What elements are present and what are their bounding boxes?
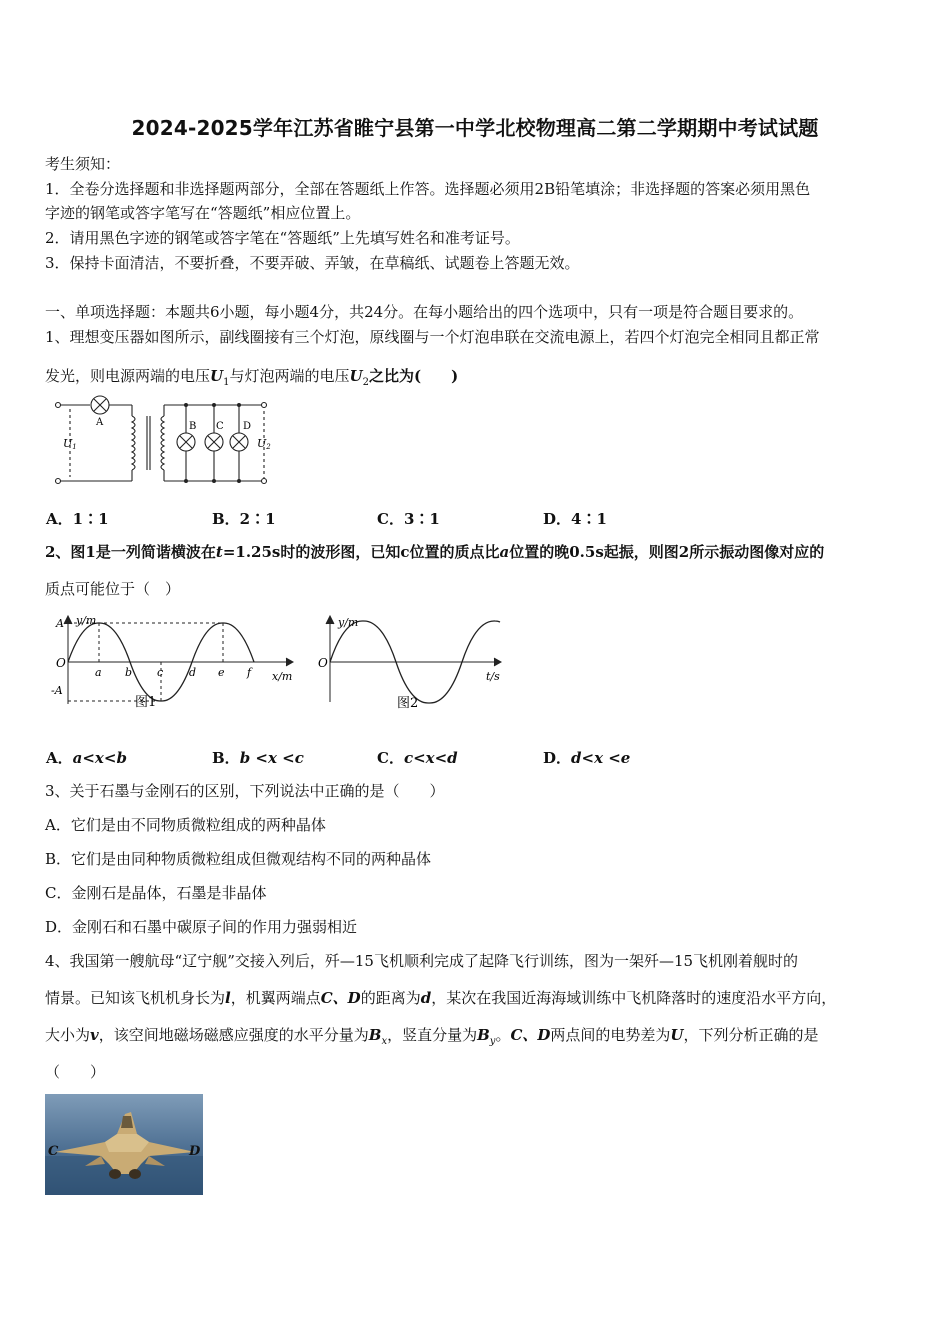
q1-line1: 1、理想变压器如图所示，副线圈接有三个灯泡，原线圈与一个灯泡串联在交流电源上，若四个灯泡完全相同且都正常 — [45, 328, 820, 346]
u1-label: U1 — [63, 437, 77, 451]
q2-option-c[interactable]: C．c<x<d — [377, 749, 458, 767]
notice-item: 1．全卷分选择题和非选择题两部分，全部在答题纸上作答。选择题必须用2B铅笔填涂；非选择题的答案必须用黑色 — [45, 180, 811, 198]
fig2-ylabel: y/m — [338, 616, 359, 629]
vibration-graph-figure-2 — [314, 606, 514, 716]
u2-label: U2 — [257, 437, 271, 451]
q2-option-a[interactable]: A．a<x<b — [46, 749, 127, 767]
q1-option-a[interactable]: A．1∶1 — [46, 510, 109, 528]
q1-option-b[interactable]: B．2∶1 — [212, 510, 276, 528]
fig1-point-f: f — [247, 666, 252, 679]
q3-option-b[interactable]: B．它们是由同种物质微粒组成但微观结构不同的两种晶体 — [45, 850, 432, 868]
lamp-d-label: D — [243, 421, 252, 432]
q3-option-d[interactable]: D．金刚石和石墨中碳原子间的作用力强弱相近 — [45, 918, 358, 936]
fig1-point-d: d — [189, 666, 197, 679]
q1-option-d[interactable]: D．4∶1 — [543, 510, 607, 528]
photo-label-c: C — [48, 1144, 59, 1159]
fig1-neg-amplitude-label: -A — [51, 684, 63, 697]
fig1-origin-label: O — [56, 656, 66, 670]
transformer-circuit-diagram — [50, 394, 280, 494]
wave-graph-figure-1 — [50, 612, 300, 717]
q2-option-b[interactable]: B．b <x <c — [212, 749, 304, 767]
lamp-a-label: A — [96, 417, 104, 428]
fig2-origin-label: O — [318, 656, 328, 670]
q2-line1: 2、图1是一列简谐横波在t=1.25s时的波形图，已知c位置的质点比a位置的晚0.5s起振，则图2所示振动图像对应的 — [45, 543, 825, 561]
q3-option-c[interactable]: C．金刚石是晶体，石墨是非晶体 — [45, 884, 267, 902]
fig2-caption: 图2 — [397, 696, 419, 711]
q4-line2: 情景。已知该飞机机身长为l，机翼两端点C、D的距离为d，某次在我国近海海域训练中飞机降落时的速度沿水平方向， — [45, 989, 837, 1007]
notice-heading: 考生须知： — [45, 155, 121, 173]
q2-line2: 质点可能位于（ ） — [45, 580, 181, 598]
page-title: 2024-2025学年江苏省睢宁县第一中学北校物理高二第二学期期中考试试题 — [131, 116, 819, 140]
fig1-point-b: b — [125, 666, 133, 679]
q4-line4: （ ） — [45, 1063, 106, 1081]
q3-option-a[interactable]: A．它们是由不同物质微粒组成的两种晶体 — [45, 816, 326, 834]
fig1-xlabel: x/m — [272, 670, 293, 683]
fig1-point-e: e — [218, 666, 225, 679]
lamp-c-label: C — [216, 421, 224, 432]
fig1-amplitude-label: A — [56, 617, 64, 630]
fig2-xlabel: t/s — [486, 670, 500, 683]
q3-stem: 3、关于石墨与金刚石的区别，下列说法中正确的是（ ） — [45, 782, 445, 800]
q4-line1: 4、我国第一艘航母“辽宁舰”交接入列后，歼—15飞机顺利完成了起降飞行训练，图为一架歼—15飞机刚着舰时的 — [45, 952, 799, 970]
fig1-point-a: a — [95, 666, 102, 679]
q1-line2: 发光，则电源两端的电压$U_1$与灯泡两端的电压$U_2$之比为( ) — [45, 367, 459, 388]
notice-item: 3．保持卡面清洁，不要折叠，不要弄破、弄皱，在草稿纸、试题卷上答题无效。 — [45, 254, 580, 272]
fig1-ylabel: y/m — [76, 614, 97, 627]
section-heading: 一、单项选择题：本题共6小题，每小题4分，共24分。在每小题给出的四个选项中，只有一项是符合题目要求的。 — [45, 303, 804, 321]
q1-option-c[interactable]: C．3∶1 — [377, 510, 440, 528]
fig1-caption: 图1 — [135, 695, 157, 710]
lamp-b-label: B — [189, 421, 197, 432]
q2-option-d[interactable]: D．d<x <e — [543, 749, 631, 767]
q4-line3: 大小为v，该空间地磁场磁感应强度的水平分量为$B_x$，竖直分量为$B_y$。C、D两点间的电势差为U，下列分析正确的是 — [45, 1026, 819, 1047]
photo-label-d: D — [189, 1144, 201, 1159]
fighter-jet-photo — [45, 1094, 203, 1195]
notice-item: 字迹的钢笔或答字笔写在“答题纸”相应位置上。 — [45, 204, 361, 222]
notice-item: 2．请用黑色字迹的钢笔或答字笔在“答题纸”上先填写姓名和准考证号。 — [45, 229, 520, 247]
fig1-point-c: c — [157, 666, 164, 679]
